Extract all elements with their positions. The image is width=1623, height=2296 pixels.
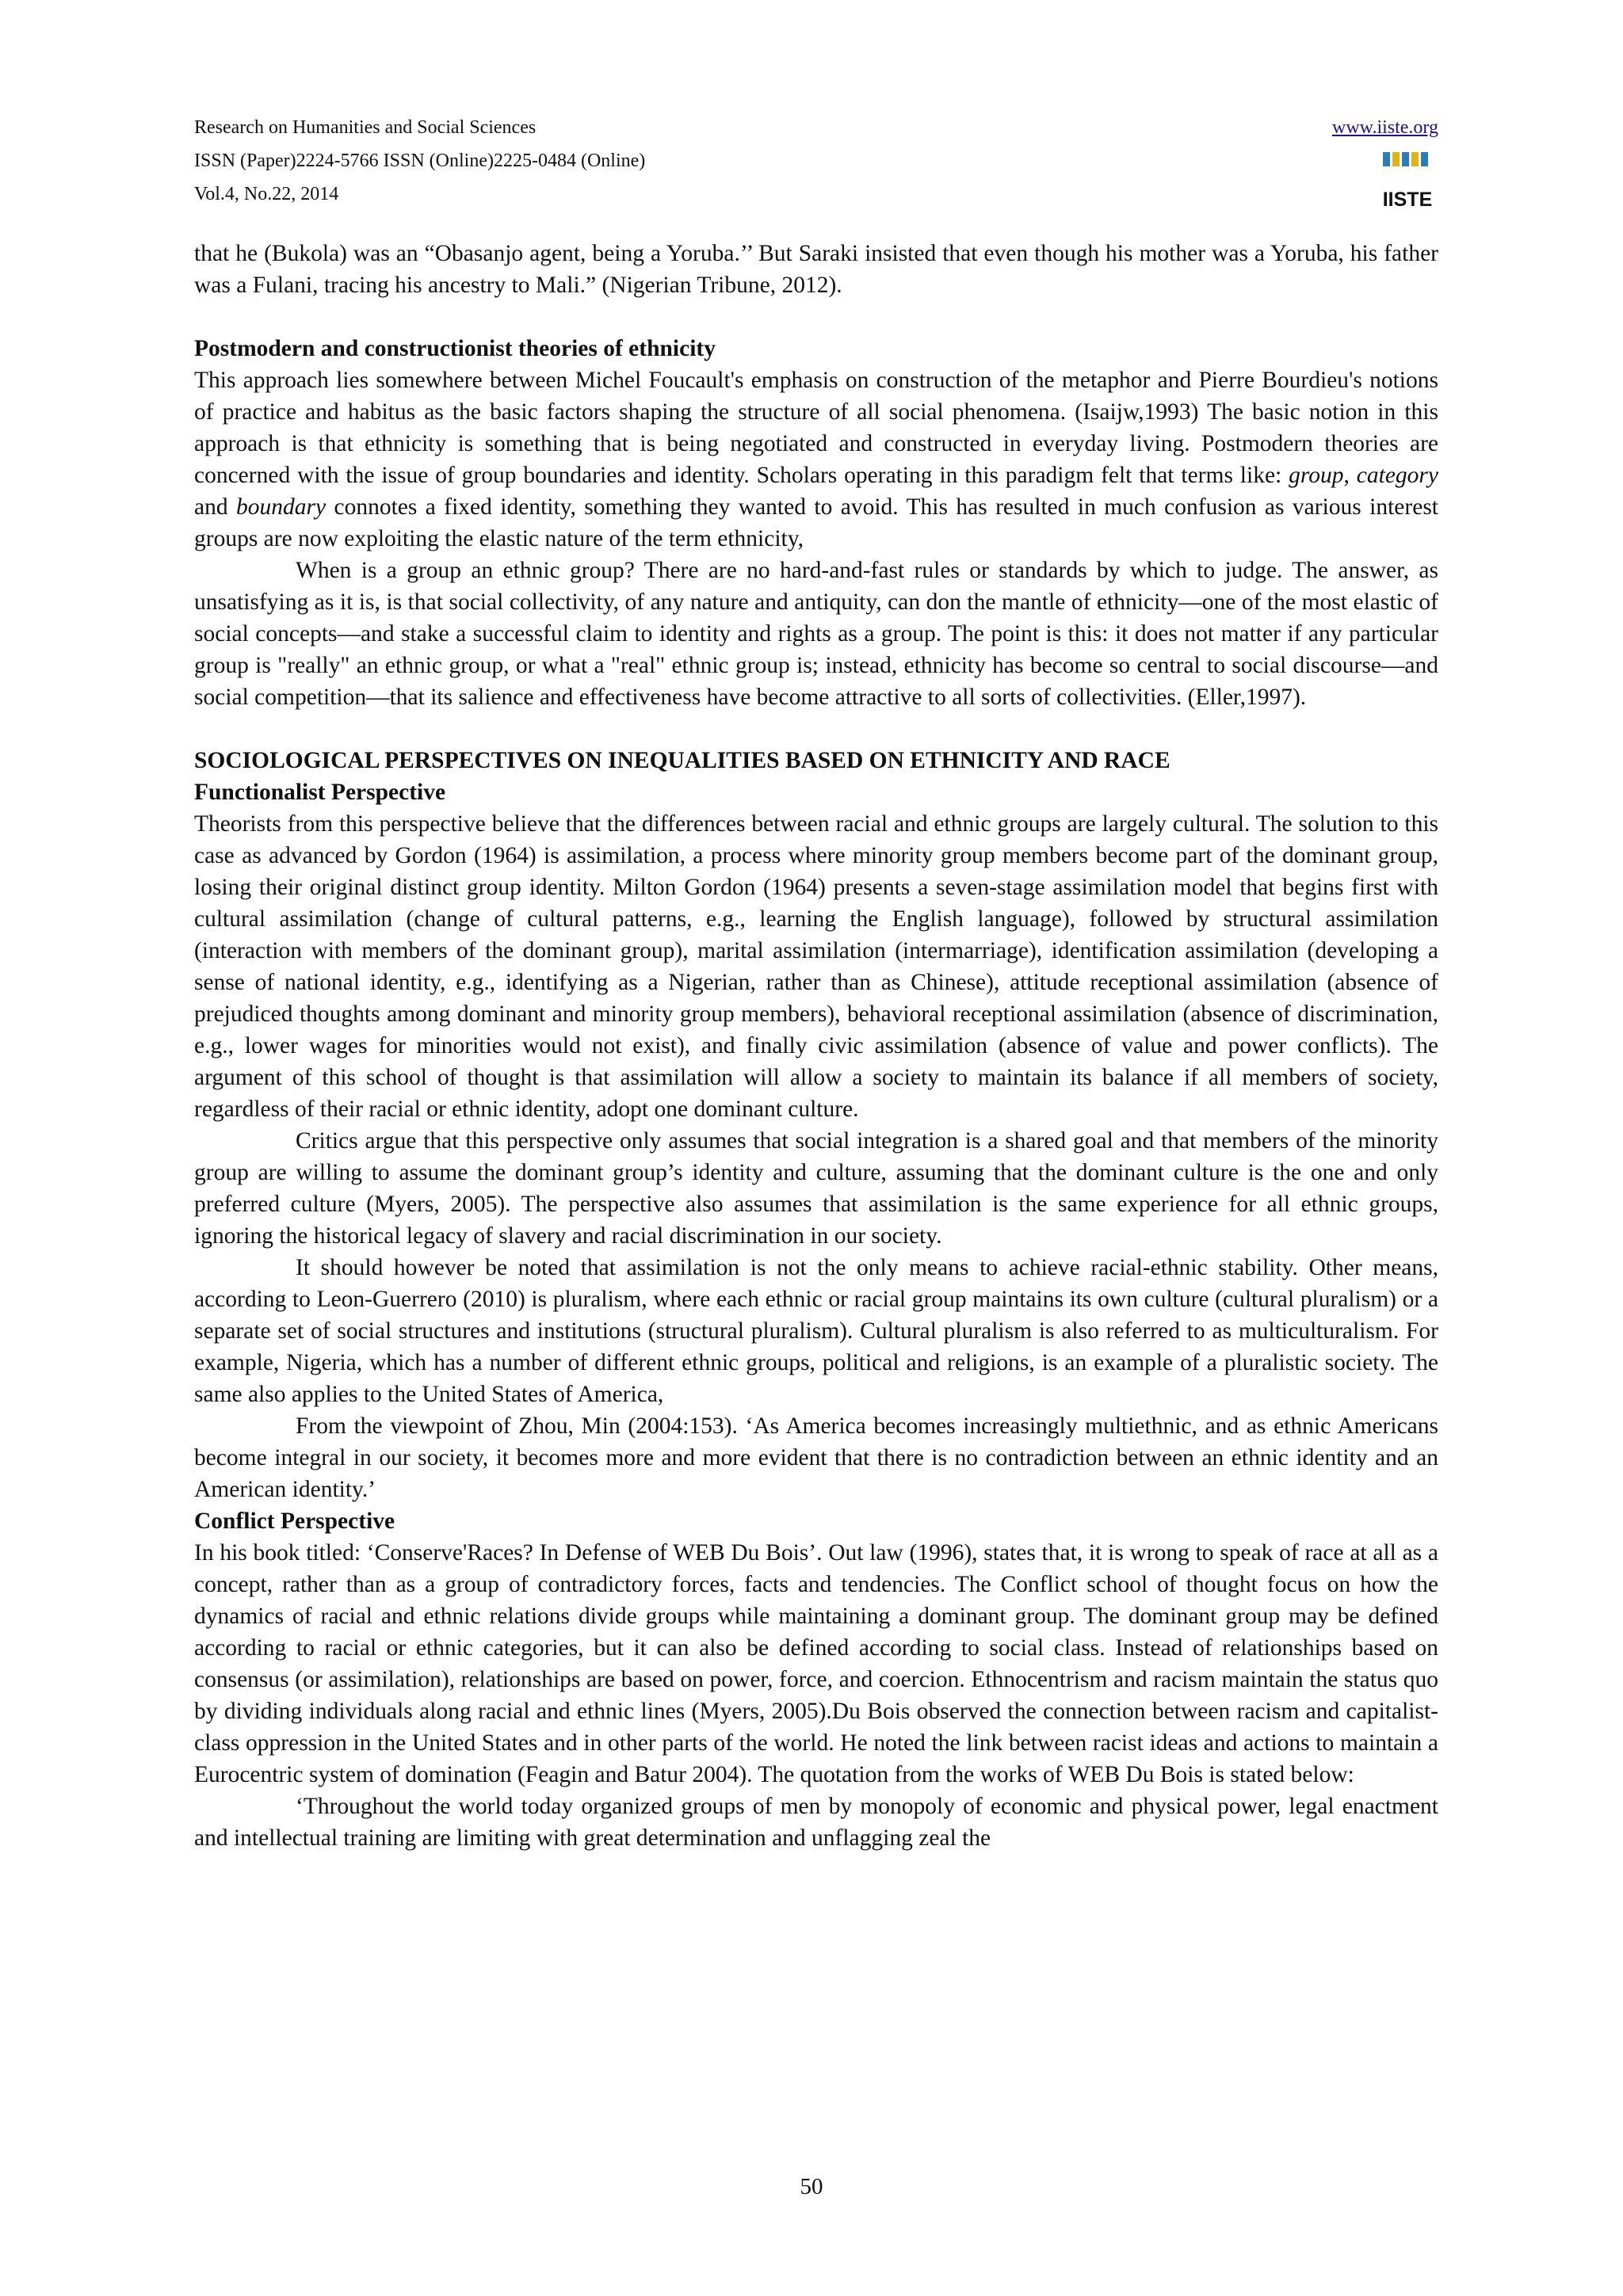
paragraph-functionalist: Theorists from this perspective believe that the differences between racial and ethnic groups are largely cultural. The solution to this case as advanced by Gordon (1964) is assimilation, a process where minority group members become part of the dominant group, losing their original distinct group identity. Milton Gordon (1964) presents a seven-stage assimilation model that begins first with cultural assimilation (change of cultural patterns, e.g., learning the English language), followed by structural assimilation (interaction with members of the dominant group), marital assimilation (intermarriage), identification assimilation (developing a sense of national identity, e.g., identifying as a Nigerian, rather than as Chinese), attitude receptional assimilation (absence of prejudiced thoughts among dominant and minority group members), behavioral receptional assimilation (absence of discrimination, e.g., lower wages for minorities would not exist), and finally civic assimilation (absence of value and power conflicts). The argument of this school of thought is that assimilation will allow a society to maintain its balance if all members of society, regardless of their racial or ethnic identity, adopt one dominant culture. [194, 811, 1438, 1122]
term-group: group [1289, 463, 1344, 488]
journal-title: Research on Humanities and Social Sciences [194, 117, 537, 138]
heading-conflict: Conflict Perspective [194, 1508, 395, 1534]
volume-line: Vol.4, No.22, 2014 [194, 184, 339, 204]
journal-url-link[interactable]: www.iiste.org [1332, 117, 1438, 138]
logo-wordmark: IISTE [1382, 189, 1433, 211]
logo-bar [1411, 152, 1419, 166]
page-number: 50 [800, 2174, 823, 2199]
logo-bar [1402, 152, 1409, 166]
issn-line: ISSN (Paper)2224-5766 ISSN (Online)2225-0484 (Online) [194, 151, 646, 171]
article-body [194, 238, 1438, 1854]
heading-sociological-perspectives: SOCIOLOGICAL PERSPECTIVES ON INEQUALITIES BASED ON ETHNICITY AND RACE [194, 748, 1170, 773]
paragraph-zhou: From the viewpoint of Zhou, Min (2004:153). ‘As America becomes increasingly multiethnic, and as ethnic Americans become integral in our society, it becomes more and more evident that there is no contradiction between an ethnic identity and an American identity.’ [194, 1413, 1438, 1502]
paragraph-eller-quote: When is a group an ethnic group? There are no hard-and-fast rules or standards by which to judge. The answer, as unsatisfying as it is, is that social collectivity, of any nature and antiquity, can don the mantle of ethnicity—one of the most elastic of social concepts—and stake a successful claim to identity and rights as a group. The point is this: it does not matter if any particular group is "really" an ethnic group, or what a "real" ethnic group is; instead, ethnicity has become so central to social discourse—and social competition—that its salience and effectiveness have become attractive to all sorts of collectivities. (Eller,1997). [194, 558, 1438, 710]
paragraph-pluralism: It should however be noted that assimilation is not the only means to achieve racial-ethnic stability. Other means, according to Leon-Guerrero (2010) is pluralism, where each ethnic or racial group maintains its own culture (cultural pluralism) or a separate set of social structures and institutions (structural pluralism). Cultural pluralism is also referred to as multiculturalism. For example, Nigeria, which has a number of different ethnic groups, political and religions, is an example of a pluralistic society. The same also applies to the United States of America, [194, 1255, 1438, 1407]
paragraph-postmodern: This approach lies somewhere between Michel Foucault's emphasis on construction of the metaphor and Pierre Bourdieu's notions of practice and habitus as the basic factors shaping the structure of all social phenomena. (Isaijw,1993) The basic notion in this approach is that ethnicity is something that is being negotiated and constructed in everyday living. Postmodern theories are concerned with the issue of group boundaries and identity. Scholars operating in this paradigm felt that terms like: group, category and boundary connotes a fixed identity, something they wanted to avoid. This has resulted in much confusion as various interest groups are now exploiting the elastic nature of the term ethnicity, [194, 368, 1438, 551]
iiste-logo [1380, 149, 1435, 212]
paragraph-conflict: In his book titled: ‘Conserve'Races? In Defense of WEB Du Bois’. Out law (1996), states that, it is wrong to speak of race at all as a concept, rather than as a group of contradictory forces, facts and tendencies. The Conflict school of thought focus on how the dynamics of racial and ethnic relations divide groups while maintaining a dominant group. The dominant group may be defined according to racial or ethnic categories, but it can also be defined according to social class. Instead of relationships based on consensus (or assimilation), relationships are based on power, force, and coercion. Ethnocentrism and racism maintain the status quo by dividing individuals along racial and ethnic lines (Myers, 2005).Du Bois observed the connection between racism and capitalist-class oppression in the United States and in other parts of the world. He noted the link between racist ideas and actions to maintain a Eurocentric system of domination (Feagin and Batur 2004). The quotation from the works of WEB Du Bois is stated below: [194, 1540, 1438, 1787]
paragraph-critics: Critics argue that this perspective only assumes that social integration is a shared goal and that members of the minority group are willing to assume the dominant group’s identity and culture, assuming that the dominant culture is the one and only preferred culture (Myers, 2005). The perspective also assumes that assimilation is the same experience for all ethnic groups, ignoring the historical legacy of slavery and racial discrimination in our society. [194, 1128, 1438, 1249]
term-category: category [1356, 463, 1438, 488]
logo-bar [1421, 152, 1428, 166]
page-header [194, 111, 1438, 214]
paragraph-dubois-quote: ‘Throughout the world today organized groups of men by monopoly of economic and physical power, legal enactment and intellectual training are limiting with great determination and unflagging zeal the [194, 1794, 1438, 1851]
paragraph-intro: that he (Bukola) was an “Obasanjo agent, being a Yoruba.’’ But Saraki insisted that even though his mother was a Yoruba, his father was a Fulani, tracing his ancestry to Mali.” (Nigerian Tribune, 2012). [194, 241, 1438, 298]
logo-bar [1383, 152, 1390, 166]
heading-postmodern: Postmodern and constructionist theories of ethnicity [194, 336, 716, 361]
heading-functionalist: Functionalist Perspective [194, 780, 446, 805]
term-boundary: boundary [236, 494, 327, 520]
logo-bar [1392, 152, 1400, 166]
